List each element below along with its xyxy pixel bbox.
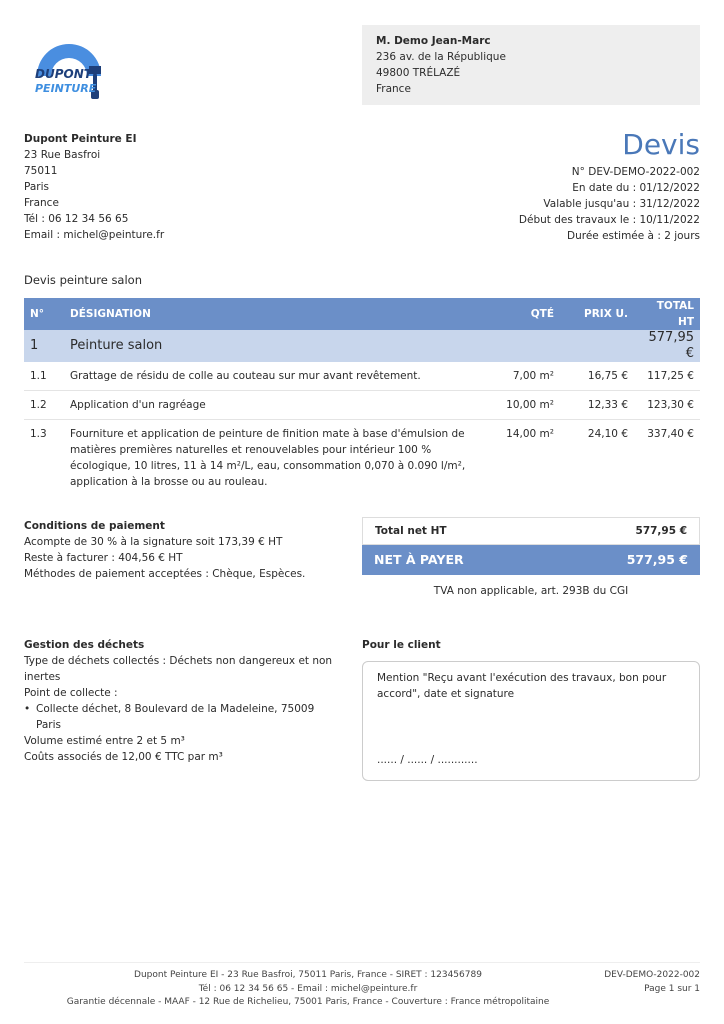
company-address [24, 131, 324, 243]
row-number: 1.1 [24, 362, 64, 391]
row-quantity: 14,00 m² [506, 428, 554, 440]
payment-terms [24, 518, 344, 582]
company-name: Dupont Peinture EI [24, 133, 137, 145]
payment-remaining: Reste à facturer : 404,56 € HT [24, 552, 183, 564]
company-street: 23 Rue Basfroi [24, 149, 101, 161]
waste-types: Type de déchets collectés : Déchets non dangereux et non inertes [24, 655, 333, 683]
client-city: 49800 TRÉLAZÉ [376, 67, 461, 79]
row-total: 117,25 € [634, 362, 700, 391]
client-name: M. Demo Jean-Marc [376, 35, 491, 47]
footer-line1: Dupont Peinture EI - 23 Rue Basfroi, 75011 Paris, France - SIRET : 123456789 [134, 970, 482, 980]
document-date: En date du : 01/12/2022 [572, 182, 700, 194]
row-designation: Fourniture et application de peinture de finition mate à base d'émulsion de matières premières naturelles et renouvelables pour intérieur 100 % écologique, 10 litres, 11 à 14 m²/L, eau, consommation 0,070 à 0.090 l/m², application à la brosse ou au rouleau. [70, 428, 466, 488]
list-item: • Collecte déchet, 8 Boulevard de la Madeleine, 75009 Paris [24, 701, 334, 733]
logo-line1: DUPONT [35, 67, 92, 81]
waste-volume: Volume estimé entre 2 et 5 m³ [24, 735, 185, 747]
row-quantity: 7,00 m² [484, 362, 560, 391]
row-designation: Grattage de résidu de colle au couteau sur mur avant revêtement. [64, 362, 484, 391]
section-total: 577,95 € [634, 330, 700, 362]
total-net-ht-row [362, 517, 700, 545]
document-number: N° DEV-DEMO-2022-002 [571, 166, 700, 178]
row-unit-price: 16,75 € [560, 362, 634, 391]
header-unit-price: PRIX U. [560, 298, 634, 330]
document-duration: Durée estimée à : 2 jours [567, 230, 700, 242]
quote-subject: Devis peinture salon [24, 273, 142, 287]
section-row [24, 330, 700, 362]
waste-point-label: Point de collecte : [24, 687, 118, 699]
document-valid-until: Valable jusqu'au : 31/12/2022 [543, 198, 700, 210]
client-country: France [376, 83, 411, 95]
net-to-pay-label: NET À PAYER [374, 552, 464, 567]
header-designation: DÉSIGNATION [64, 298, 484, 330]
total-net-ht-value: 577,95 € [635, 525, 687, 537]
footer-line2: Tél : 06 12 34 56 65 - Email : michel@peinture.fr [198, 983, 418, 994]
footer-page-number: Page 1 sur 1 [644, 983, 700, 994]
company-city: Paris [24, 181, 49, 193]
net-to-pay-row [362, 545, 700, 575]
company-country: France [24, 197, 59, 209]
header-number: N° [24, 298, 64, 330]
net-to-pay-value: 577,95 € [626, 552, 688, 567]
waste-title: Gestion des déchets [24, 639, 145, 651]
waste-point-list [24, 701, 334, 733]
client-street: 236 av. de la République [376, 51, 506, 63]
row-number: 1.2 [24, 391, 64, 420]
row-designation: Application d'un ragréage [64, 391, 484, 420]
row-total: 123,30 € [634, 391, 700, 420]
signature-mention: Mention "Reçu avant l'exécution des travaux, bon pour accord", date et signature [377, 672, 667, 700]
row-unit-price: 12,33 € [560, 391, 634, 420]
document-works-start: Début des travaux le : 10/11/2022 [518, 214, 700, 226]
payment-title: Conditions de paiement [24, 520, 165, 532]
company-zip: 75011 [24, 165, 58, 177]
items-table [24, 298, 700, 496]
header-total: TOTAL HT [634, 298, 700, 330]
signature-box[interactable] [362, 661, 700, 781]
payment-methods: Méthodes de paiement acceptées : Chèque, Espèces. [24, 568, 306, 580]
totals-box [362, 517, 700, 599]
client-address-box [362, 25, 700, 105]
row-number: 1.3 [30, 428, 47, 440]
header-quantity: QTÉ [484, 298, 560, 330]
waste-costs: Coûts associés de 12,00 € TTC par m³ [24, 751, 223, 763]
client-signature-section [362, 637, 700, 781]
waste-management [24, 637, 334, 765]
section-number: 1 [24, 330, 64, 362]
company-email: Email : michel@peinture.fr [24, 229, 165, 241]
document-meta [400, 164, 700, 244]
footer-line3: Garantie décennale - MAAF - 12 Rue de Richelieu, 75001 Paris, France - Couverture : France métropolitaine [66, 997, 550, 1007]
signature-date-placeholder: ...... / ...... / ............ [377, 754, 478, 766]
company-logo [33, 36, 105, 102]
table-row [24, 391, 700, 420]
logo-line2: PEINTURE [35, 82, 97, 95]
total-net-ht-label: Total net HT [375, 525, 447, 537]
payment-deposit: Acompte de 30 % à la signature soit 173,39 € HT [24, 536, 283, 548]
row-quantity: 10,00 m² [484, 391, 560, 420]
tva-note: TVA non applicable, art. 293B du CGI [433, 585, 629, 597]
section-label: Peinture salon [64, 330, 634, 362]
table-row [24, 420, 700, 497]
row-total: 337,40 € [647, 428, 694, 440]
client-sign-title: Pour le client [362, 639, 441, 651]
page-footer [24, 962, 700, 1010]
table-header-row [24, 298, 700, 330]
table-row [24, 362, 700, 391]
row-unit-price: 24,10 € [587, 428, 628, 440]
footer-doc-ref: DEV-DEMO-2022-002 [604, 970, 700, 980]
company-phone: Tél : 06 12 34 56 65 [24, 213, 129, 225]
document-title: Devis [622, 128, 700, 161]
